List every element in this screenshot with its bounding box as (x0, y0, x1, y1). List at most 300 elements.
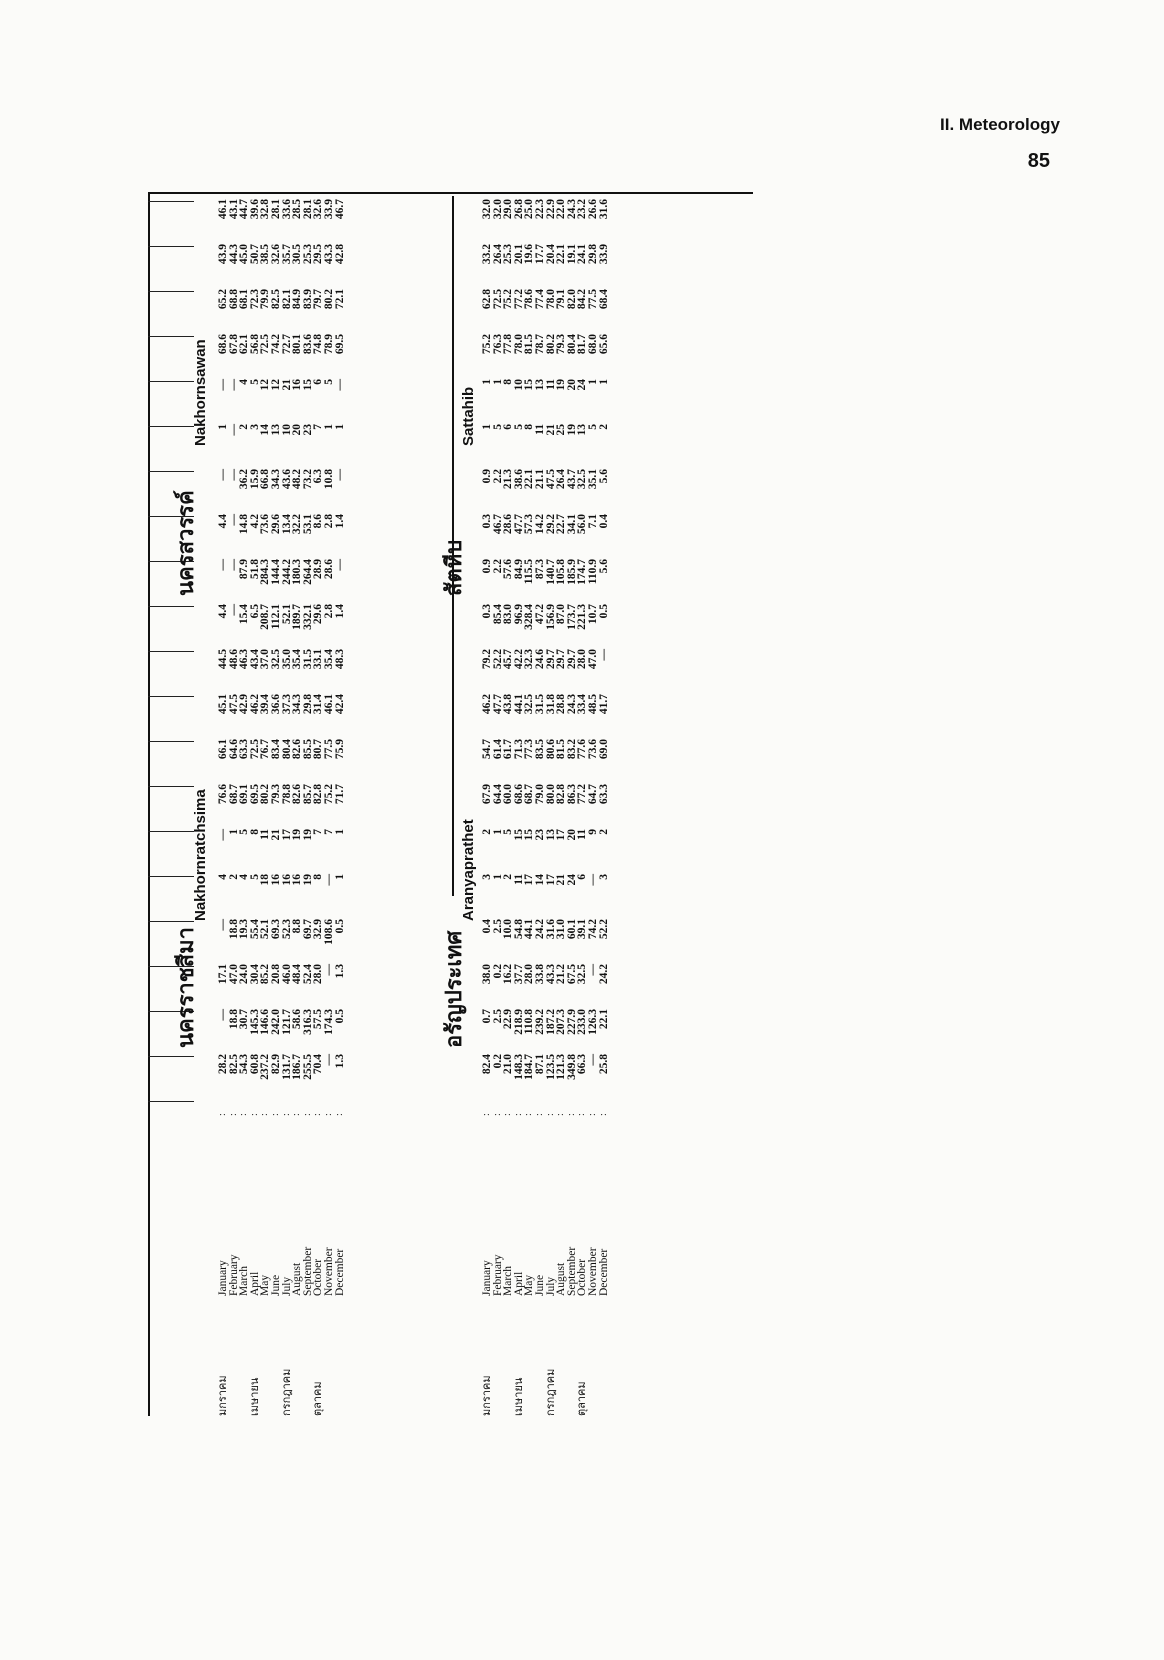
table-cell: 47.5 (227, 694, 240, 715)
table-cell: 1 (333, 829, 346, 835)
table-cell: 30.5 (291, 244, 304, 265)
table-cell: 110.9 (586, 559, 599, 585)
table-cell: 19.1 (565, 244, 578, 265)
table-cell: 121.3 (555, 1054, 568, 1080)
table-cell: 2.5 (491, 919, 504, 934)
leader-dot: : (481, 1113, 492, 1116)
table-cell: 68.8 (227, 289, 240, 310)
table-cell: 58.6 (291, 1009, 304, 1030)
table-cell: 22.9 (502, 1009, 515, 1030)
data-column (218, 649, 345, 693)
tick-mark (148, 471, 194, 472)
data-column (218, 604, 345, 648)
table-cell: 61.7 (502, 739, 515, 760)
table-cell: — (333, 469, 346, 481)
month-label: August (291, 1262, 304, 1296)
table-cell: 96.9 (512, 604, 525, 625)
table-cell: 46.3 (238, 649, 251, 670)
table-cell: 20 (291, 424, 304, 436)
leader-dot: : (227, 1113, 239, 1116)
table-cell: 31.5 (533, 694, 546, 715)
table-cell: 22.1 (555, 244, 568, 265)
table-cell: 6.3 (312, 469, 325, 484)
table-cell: 82.8 (312, 784, 325, 805)
table-cell: 69.5 (333, 334, 346, 355)
table-cell: 42.9 (238, 694, 251, 715)
data-column (482, 244, 609, 288)
table-cell: 73.6 (586, 739, 599, 760)
table-cell: 5 (322, 379, 335, 385)
table-cell: 48.5 (586, 694, 599, 715)
leader-dot: : (217, 1113, 228, 1116)
table-cell: 5 (586, 424, 599, 430)
table-cell: 28.0 (576, 649, 589, 670)
table-cell: 77.2 (512, 289, 525, 310)
table-cell: 112.1 (269, 604, 282, 630)
table-cell: 38.5 (259, 244, 272, 265)
table-cell: 68.7 (523, 784, 536, 805)
table-cell: 28.1 (301, 199, 314, 220)
table-cell: 1.4 (333, 514, 346, 529)
table-cell: 26.4 (491, 244, 504, 265)
data-column (218, 199, 345, 243)
leader-dot: : (269, 1113, 281, 1116)
table-cell: 44.1 (523, 919, 536, 940)
table-cell: 30.4 (248, 964, 261, 985)
tick-mark (148, 786, 194, 787)
table-cell: 1 (586, 379, 599, 385)
table-cell: 87.1 (533, 1054, 546, 1075)
table-cell: 44.1 (512, 694, 525, 715)
table-cell: 77.4 (533, 289, 546, 310)
table-cell: 63.3 (597, 784, 610, 805)
table-cell: 83.9 (301, 289, 314, 310)
table-cell: 80.2 (259, 784, 272, 805)
data-column (482, 424, 609, 468)
table-cell: 72.7 (280, 334, 293, 355)
table-cell: 1 (491, 379, 504, 385)
thai-month-mark: มกราคม (481, 1375, 493, 1416)
data-column (218, 829, 345, 873)
table-cell: 29.5 (312, 244, 325, 265)
table-cell: 316.3 (301, 1009, 314, 1035)
data-column (482, 514, 609, 558)
thai-month-mark: กรกฎาคม (544, 1368, 557, 1416)
table-cell: 5 (248, 874, 261, 880)
data-column (482, 469, 609, 513)
table-cell: 15 (523, 829, 536, 841)
leader-dots-lower (482, 1106, 609, 1116)
table-cell: 68.4 (597, 289, 610, 310)
table-cell: 4.4 (217, 604, 229, 619)
table-cell: 62.8 (481, 289, 493, 310)
table-cell: 11 (576, 829, 589, 840)
table-cell: 13 (544, 829, 557, 841)
tick-mark (148, 381, 194, 382)
table-cell: 184.7 (523, 1054, 536, 1080)
table-cell: 32.3 (523, 649, 536, 670)
table-cell: 3 (248, 424, 261, 430)
month-list-lower (482, 1126, 609, 1296)
table-cell: 7 (312, 829, 325, 835)
table-cell: 131.7 (280, 1054, 293, 1080)
table-cell: 53.1 (301, 514, 314, 535)
table-cell: 52.1 (259, 919, 272, 940)
table-cell: 47.0 (586, 649, 599, 670)
table-cell: 2 (238, 424, 251, 430)
table-cell: 5 (491, 424, 504, 430)
table-cell: 37.3 (280, 694, 293, 715)
table-cell: 85.5 (301, 739, 314, 760)
table-cell: — (227, 424, 240, 436)
table-cell: 148.3 (512, 1054, 525, 1080)
table-cell: 11 (259, 829, 272, 840)
table-cell: 78.6 (523, 289, 536, 310)
table-cell: 4 (238, 379, 251, 385)
thai-month-mark: เมษายน (512, 1377, 525, 1416)
table-cell: 81.5 (555, 739, 568, 760)
data-column (218, 1009, 345, 1053)
table-cell: 76.3 (491, 334, 504, 355)
table-cell: 15 (512, 829, 525, 841)
table-cell: 32.8 (259, 199, 272, 220)
table-cell: 20.1 (512, 244, 525, 265)
page-number: 85 (1027, 150, 1050, 172)
table-cell: 32.6 (312, 199, 325, 220)
table-cell: 77.8 (502, 334, 515, 355)
table-cell: 79.7 (312, 289, 325, 310)
table-cell: 63.3 (238, 739, 251, 760)
table-cell: 17.7 (533, 244, 546, 265)
table-cell: 77.6 (576, 739, 589, 760)
table-cell: 7.1 (586, 514, 599, 529)
table-cell: 43.3 (544, 964, 557, 985)
table-cell: 22.1 (523, 469, 536, 490)
table-cell: 3 (481, 874, 493, 880)
table-cell: 24.3 (565, 694, 578, 715)
table-cell: 79.3 (269, 784, 282, 805)
table-cell: 239.2 (533, 1009, 546, 1035)
table-cell: 244.2 (280, 559, 293, 585)
table-cell: 2 (597, 829, 610, 835)
table-cell: 17 (280, 829, 293, 841)
leader-dot: : (291, 1113, 303, 1116)
table-cell: 1 (217, 424, 229, 430)
table-cell: 42.8 (333, 244, 346, 265)
table-cell: 19 (301, 829, 314, 841)
table-cell: 86.3 (565, 784, 578, 805)
table-cell: 13 (269, 424, 282, 436)
table-cell: 5 (502, 829, 515, 835)
table-cell: — (217, 469, 229, 481)
table-cell: 52.2 (597, 919, 610, 940)
table-cell: 76.6 (217, 784, 229, 805)
table-cell: 14 (259, 424, 272, 436)
data-column (482, 604, 609, 648)
table-cell: 19 (291, 829, 304, 841)
table-cell: 54.8 (512, 919, 525, 940)
table-cell: 8 (312, 874, 325, 880)
station-thai-sattahip: สัตหีบ (441, 539, 466, 596)
table-cell: 22.9 (544, 199, 557, 220)
data-column (218, 469, 345, 513)
table-cell: 1 (333, 424, 346, 430)
table-cell: — (333, 559, 346, 571)
table-cell: 29.8 (301, 694, 314, 715)
leader-dot: : (322, 1113, 334, 1116)
table-cell: 105.8 (555, 559, 568, 585)
table-cell: 36.2 (238, 469, 251, 490)
table-cell: 37.7 (512, 964, 525, 985)
table-cell: 2 (502, 874, 515, 880)
table-cell: 45.1 (217, 694, 229, 715)
table-cell: 0.3 (481, 514, 493, 529)
leader-dot: : (555, 1113, 567, 1116)
leader-dot: : (280, 1113, 292, 1116)
table-cell: 29.6 (269, 514, 282, 535)
table-cell: 24.2 (597, 964, 610, 985)
table-cell: 57.3 (523, 514, 536, 535)
table-cell: 22.7 (555, 514, 568, 535)
table-cell: 349.8 (565, 1054, 578, 1080)
station-thai-nakhonratchasima: นครราชสีมา (173, 927, 198, 1048)
table-cell: 13 (533, 379, 546, 391)
table-cell: 156.9 (544, 604, 557, 630)
table-cell: 17.1 (217, 964, 229, 985)
table-cell: 38.6 (512, 469, 525, 490)
table-cell: 10.8 (322, 469, 335, 490)
table-cell: 4.4 (217, 514, 229, 529)
thai-month-mark: ตุลาคม (312, 1381, 325, 1416)
leader-dot: : (301, 1113, 313, 1116)
table-cell: — (217, 559, 229, 571)
table-cell: 25.3 (502, 244, 515, 265)
leader-dot: : (259, 1113, 271, 1116)
table-cell: 284.3 (259, 559, 272, 585)
data-column (482, 649, 609, 693)
table-cell: 21.2 (555, 964, 568, 985)
table-cell: 22.1 (597, 1009, 610, 1030)
month-list-upper (218, 1126, 345, 1296)
table-cell: 83.6 (301, 334, 314, 355)
table-cell: 69.1 (238, 784, 251, 805)
leader-dot: : (597, 1113, 609, 1116)
month-label: November (586, 1247, 599, 1296)
table-cell: 60.0 (502, 784, 515, 805)
table-cell: 29.7 (565, 649, 578, 670)
table-cell: 29.2 (544, 514, 557, 535)
table-cell: 20 (565, 379, 578, 391)
table-cell: 47.0 (227, 964, 240, 985)
data-column (218, 964, 345, 1008)
table-cell: 60.1 (565, 919, 578, 940)
table-cell: 110.8 (523, 1009, 536, 1035)
leader-dot: : (544, 1113, 556, 1116)
data-column (218, 424, 345, 468)
table-cell: 82.8 (555, 784, 568, 805)
leader-dot: : (533, 1113, 545, 1116)
thai-month-mark: กรกฎาคม (280, 1368, 293, 1416)
table-cell: — (227, 604, 240, 616)
table-cell: 77.5 (586, 289, 599, 310)
data-column (482, 334, 609, 378)
table-cell: 19 (555, 379, 568, 391)
table-cell: 0.2 (491, 964, 504, 979)
table-cell: 174.3 (322, 1009, 335, 1035)
table-cell: 21.1 (533, 469, 546, 490)
table-cell: 72.1 (333, 289, 346, 310)
data-column (218, 334, 345, 378)
table-cell: 33.8 (533, 964, 546, 985)
table-cell: 1.3 (333, 1054, 346, 1069)
section-title: II. Meteorology (940, 115, 1060, 134)
table-cell: 80.2 (544, 334, 557, 355)
table-cell: 43.4 (248, 649, 261, 670)
table-cell: 44.3 (227, 244, 240, 265)
table-cell: 67.8 (227, 334, 240, 355)
table-cell: 4 (217, 874, 229, 880)
table-cell: 80.6 (544, 739, 557, 760)
table-cell: 31.5 (301, 649, 314, 670)
table-cell: 6 (576, 874, 589, 880)
table-cell: 2.8 (322, 514, 335, 529)
data-column (482, 199, 609, 243)
table-cell: 29.6 (312, 604, 325, 625)
table-cell: 84.2 (576, 289, 589, 310)
table-cell: 81.7 (576, 334, 589, 355)
table-cell: 20 (565, 829, 578, 841)
table-cell: 255.5 (301, 1054, 314, 1080)
table-cell: 64.6 (227, 739, 240, 760)
table-cell: 25.8 (597, 1054, 610, 1075)
column-tick-marks (148, 192, 198, 1416)
table-cell: 82.5 (227, 1054, 240, 1075)
table-cell: 87.3 (533, 559, 546, 580)
table-cell: 78.8 (280, 784, 293, 805)
table-cell: 78.0 (544, 289, 557, 310)
table-cell: 38.0 (481, 964, 493, 985)
table-cell: 79.0 (533, 784, 546, 805)
table-cell: 31.8 (544, 694, 557, 715)
table-cell: 31.6 (597, 199, 610, 220)
table-cell: 29.8 (586, 244, 599, 265)
data-column (482, 694, 609, 738)
table-cell: 36.6 (269, 694, 282, 715)
table-cell: 68.0 (586, 334, 599, 355)
table-cell: 82.0 (565, 289, 578, 310)
table-cell: 80.4 (280, 739, 293, 760)
table-cell: 72.5 (491, 289, 504, 310)
table-cell: 47.2 (533, 604, 546, 625)
table-cell: 1.4 (333, 604, 346, 619)
station-english-aranyaprathet: Aranyaprathet (460, 819, 477, 921)
table-cell: 2 (481, 829, 493, 835)
table-cell: 8 (523, 424, 536, 430)
table-cell: 35.4 (291, 649, 304, 670)
tick-mark (148, 651, 194, 652)
station-thai-aranyaprathet: อรัญประเทศ (441, 930, 466, 1048)
table-cell: 11 (544, 379, 557, 390)
table-cell: 115.5 (523, 559, 536, 585)
table-cell: 45.0 (238, 244, 251, 265)
table-cell: 82.4 (481, 1054, 493, 1075)
table-cell: 10.0 (502, 919, 515, 940)
table-cell: 21 (269, 829, 282, 841)
table-cell: 67.9 (481, 784, 493, 805)
month-label: August (555, 1262, 568, 1296)
table-cell: 46.2 (248, 694, 261, 715)
table-cell: 52.2 (491, 649, 504, 670)
data-column (482, 1054, 609, 1098)
table-cell: 72.5 (259, 334, 272, 355)
tick-mark (148, 291, 194, 292)
table-cell: — (586, 964, 599, 976)
station-thai-nakhonsawan: นครสวรรค์ (173, 490, 198, 596)
table-cell: 21.3 (502, 469, 515, 490)
table-cell: 34.3 (269, 469, 282, 490)
table-cell: 144.4 (269, 559, 282, 585)
table-cell: 67.5 (565, 964, 578, 985)
table-cell: 2 (597, 424, 610, 430)
data-column (482, 919, 609, 963)
table-cell: 5 (248, 379, 261, 385)
data-column (482, 289, 609, 333)
table-cell: 19.6 (523, 244, 536, 265)
tick-mark (148, 1056, 194, 1057)
table-cell: 69.3 (269, 919, 282, 940)
table-cell: 70.4 (312, 1054, 325, 1075)
table-cell: 208.7 (259, 604, 272, 630)
table-cell: 28.8 (555, 694, 568, 715)
table-cell: — (586, 874, 599, 886)
table-cell: 71.3 (512, 739, 525, 760)
table-cell: 20.8 (269, 964, 282, 985)
table-cell: 69.5 (248, 784, 261, 805)
table-cell: 46.7 (333, 199, 346, 220)
station-english-sattahib: Sattahib (460, 386, 477, 446)
table-cell: 7 (312, 424, 325, 430)
table-cell: 72.3 (248, 289, 261, 310)
table-cell: 12 (259, 379, 272, 391)
table-cell: 15.4 (238, 604, 251, 625)
table-cell: 83.5 (533, 739, 546, 760)
table-cell: 57.6 (502, 559, 515, 580)
month-label: February (491, 1254, 504, 1296)
table-cell: 57.5 (312, 1009, 325, 1030)
table-cell: 33.4 (576, 694, 589, 715)
table-cell: 33.9 (597, 244, 610, 265)
table-cell: 173.7 (565, 604, 578, 630)
table-cell: — (217, 379, 229, 391)
data-column (482, 1009, 609, 1053)
table-cell: 83.0 (502, 604, 515, 625)
table-cell: 16.2 (502, 964, 515, 985)
table-cell: 13 (576, 424, 589, 436)
table-cell: 80.2 (322, 289, 335, 310)
table-cell: 78.7 (533, 334, 546, 355)
table-cell: 4 (238, 874, 251, 880)
table-cell: 80.1 (291, 334, 304, 355)
data-column (218, 919, 345, 963)
table-cell: 13.4 (280, 514, 293, 535)
table-cell: 23 (533, 829, 546, 841)
table-cell: 19 (301, 874, 314, 886)
table-cell: 16 (280, 874, 293, 886)
table-cell: 39.4 (259, 694, 272, 715)
table-cell: 87.0 (555, 604, 568, 625)
table-cell: 33.9 (322, 199, 335, 220)
leader-dot: : (512, 1113, 524, 1116)
